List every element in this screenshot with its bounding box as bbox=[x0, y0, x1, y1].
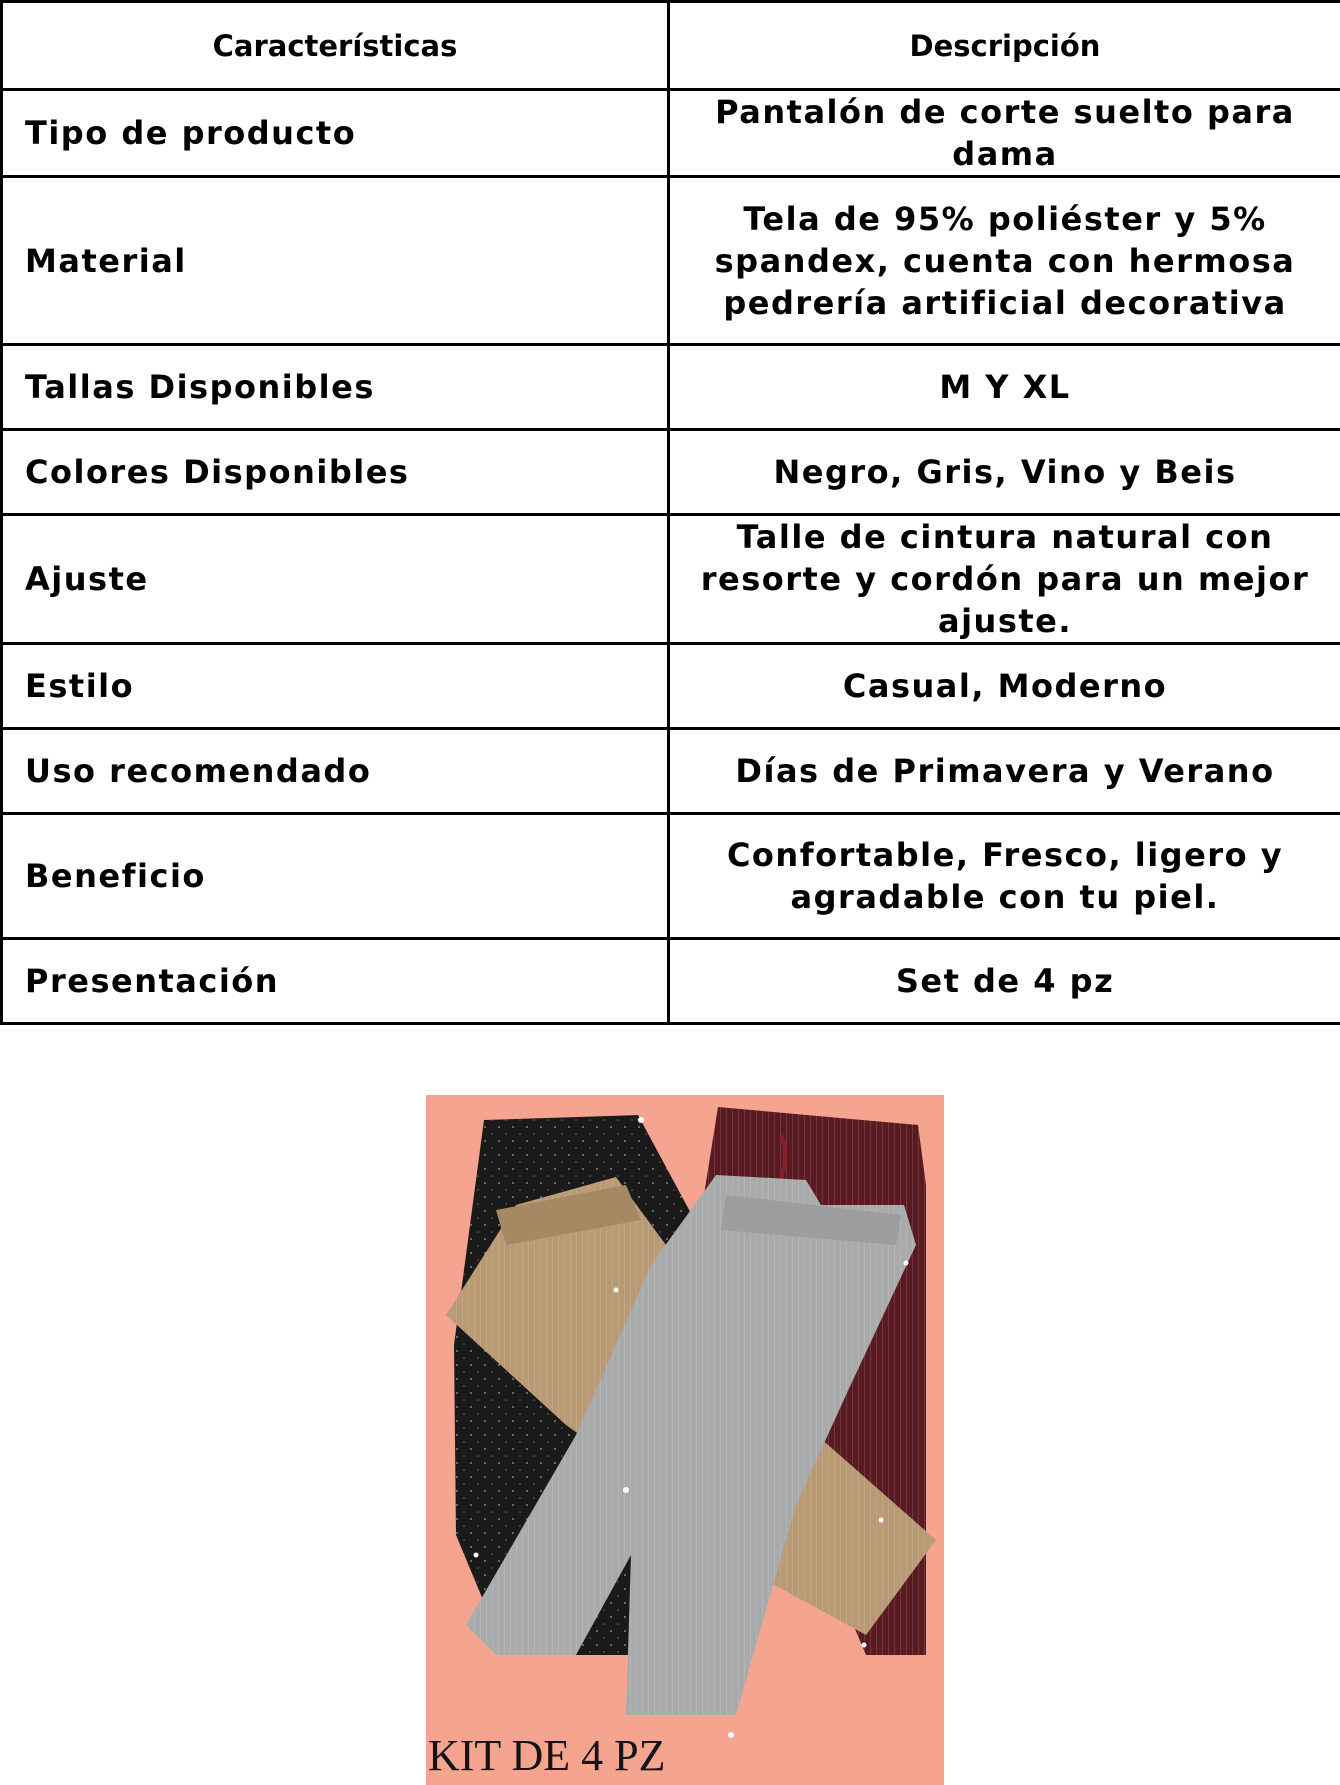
row-value: Pantalón de corte suelto para dama bbox=[669, 90, 1340, 177]
table-row bbox=[2, 90, 1340, 177]
header-caracteristicas: Características bbox=[2, 2, 669, 90]
row-value: Negro, Gris, Vino y Beis bbox=[669, 430, 1340, 515]
row-value: M Y XL bbox=[669, 345, 1340, 430]
table-row bbox=[2, 729, 1340, 814]
row-value: Casual, Moderno bbox=[669, 644, 1340, 729]
row-value: Tela de 95% poliéster y 5% spandex, cuenta con hermosa pedrería artificial decorativa bbox=[669, 177, 1340, 345]
pants-illustration bbox=[426, 1095, 944, 1785]
table-row bbox=[2, 814, 1340, 939]
row-label: Beneficio bbox=[2, 814, 669, 939]
row-value: Confortable, Fresco, ligero y agradable con tu piel. bbox=[669, 814, 1340, 939]
table-row bbox=[2, 345, 1340, 430]
photo-caption: KIT DE 4 PZ bbox=[428, 1731, 666, 1780]
table-row bbox=[2, 515, 1340, 644]
header-descripcion: Descripción bbox=[669, 2, 1340, 90]
row-label: Tipo de producto bbox=[2, 90, 669, 177]
row-value: Set de 4 pz bbox=[669, 939, 1340, 1024]
table-row bbox=[2, 430, 1340, 515]
row-label: Presentación bbox=[2, 939, 669, 1024]
row-label: Uso recomendado bbox=[2, 729, 669, 814]
table-header-row bbox=[2, 2, 1340, 90]
row-value: Talle de cintura natural con resorte y cordón para un mejor ajuste. bbox=[669, 515, 1340, 644]
table-row bbox=[2, 177, 1340, 345]
table-row bbox=[2, 644, 1340, 729]
row-label: Tallas Disponibles bbox=[2, 345, 669, 430]
row-label: Colores Disponibles bbox=[2, 430, 669, 515]
row-label: Estilo bbox=[2, 644, 669, 729]
table-row bbox=[2, 939, 1340, 1024]
row-value: Días de Primavera y Verano bbox=[669, 729, 1340, 814]
row-label: Ajuste bbox=[2, 515, 669, 644]
row-label: Material bbox=[2, 177, 669, 345]
product-photo bbox=[426, 1095, 944, 1785]
